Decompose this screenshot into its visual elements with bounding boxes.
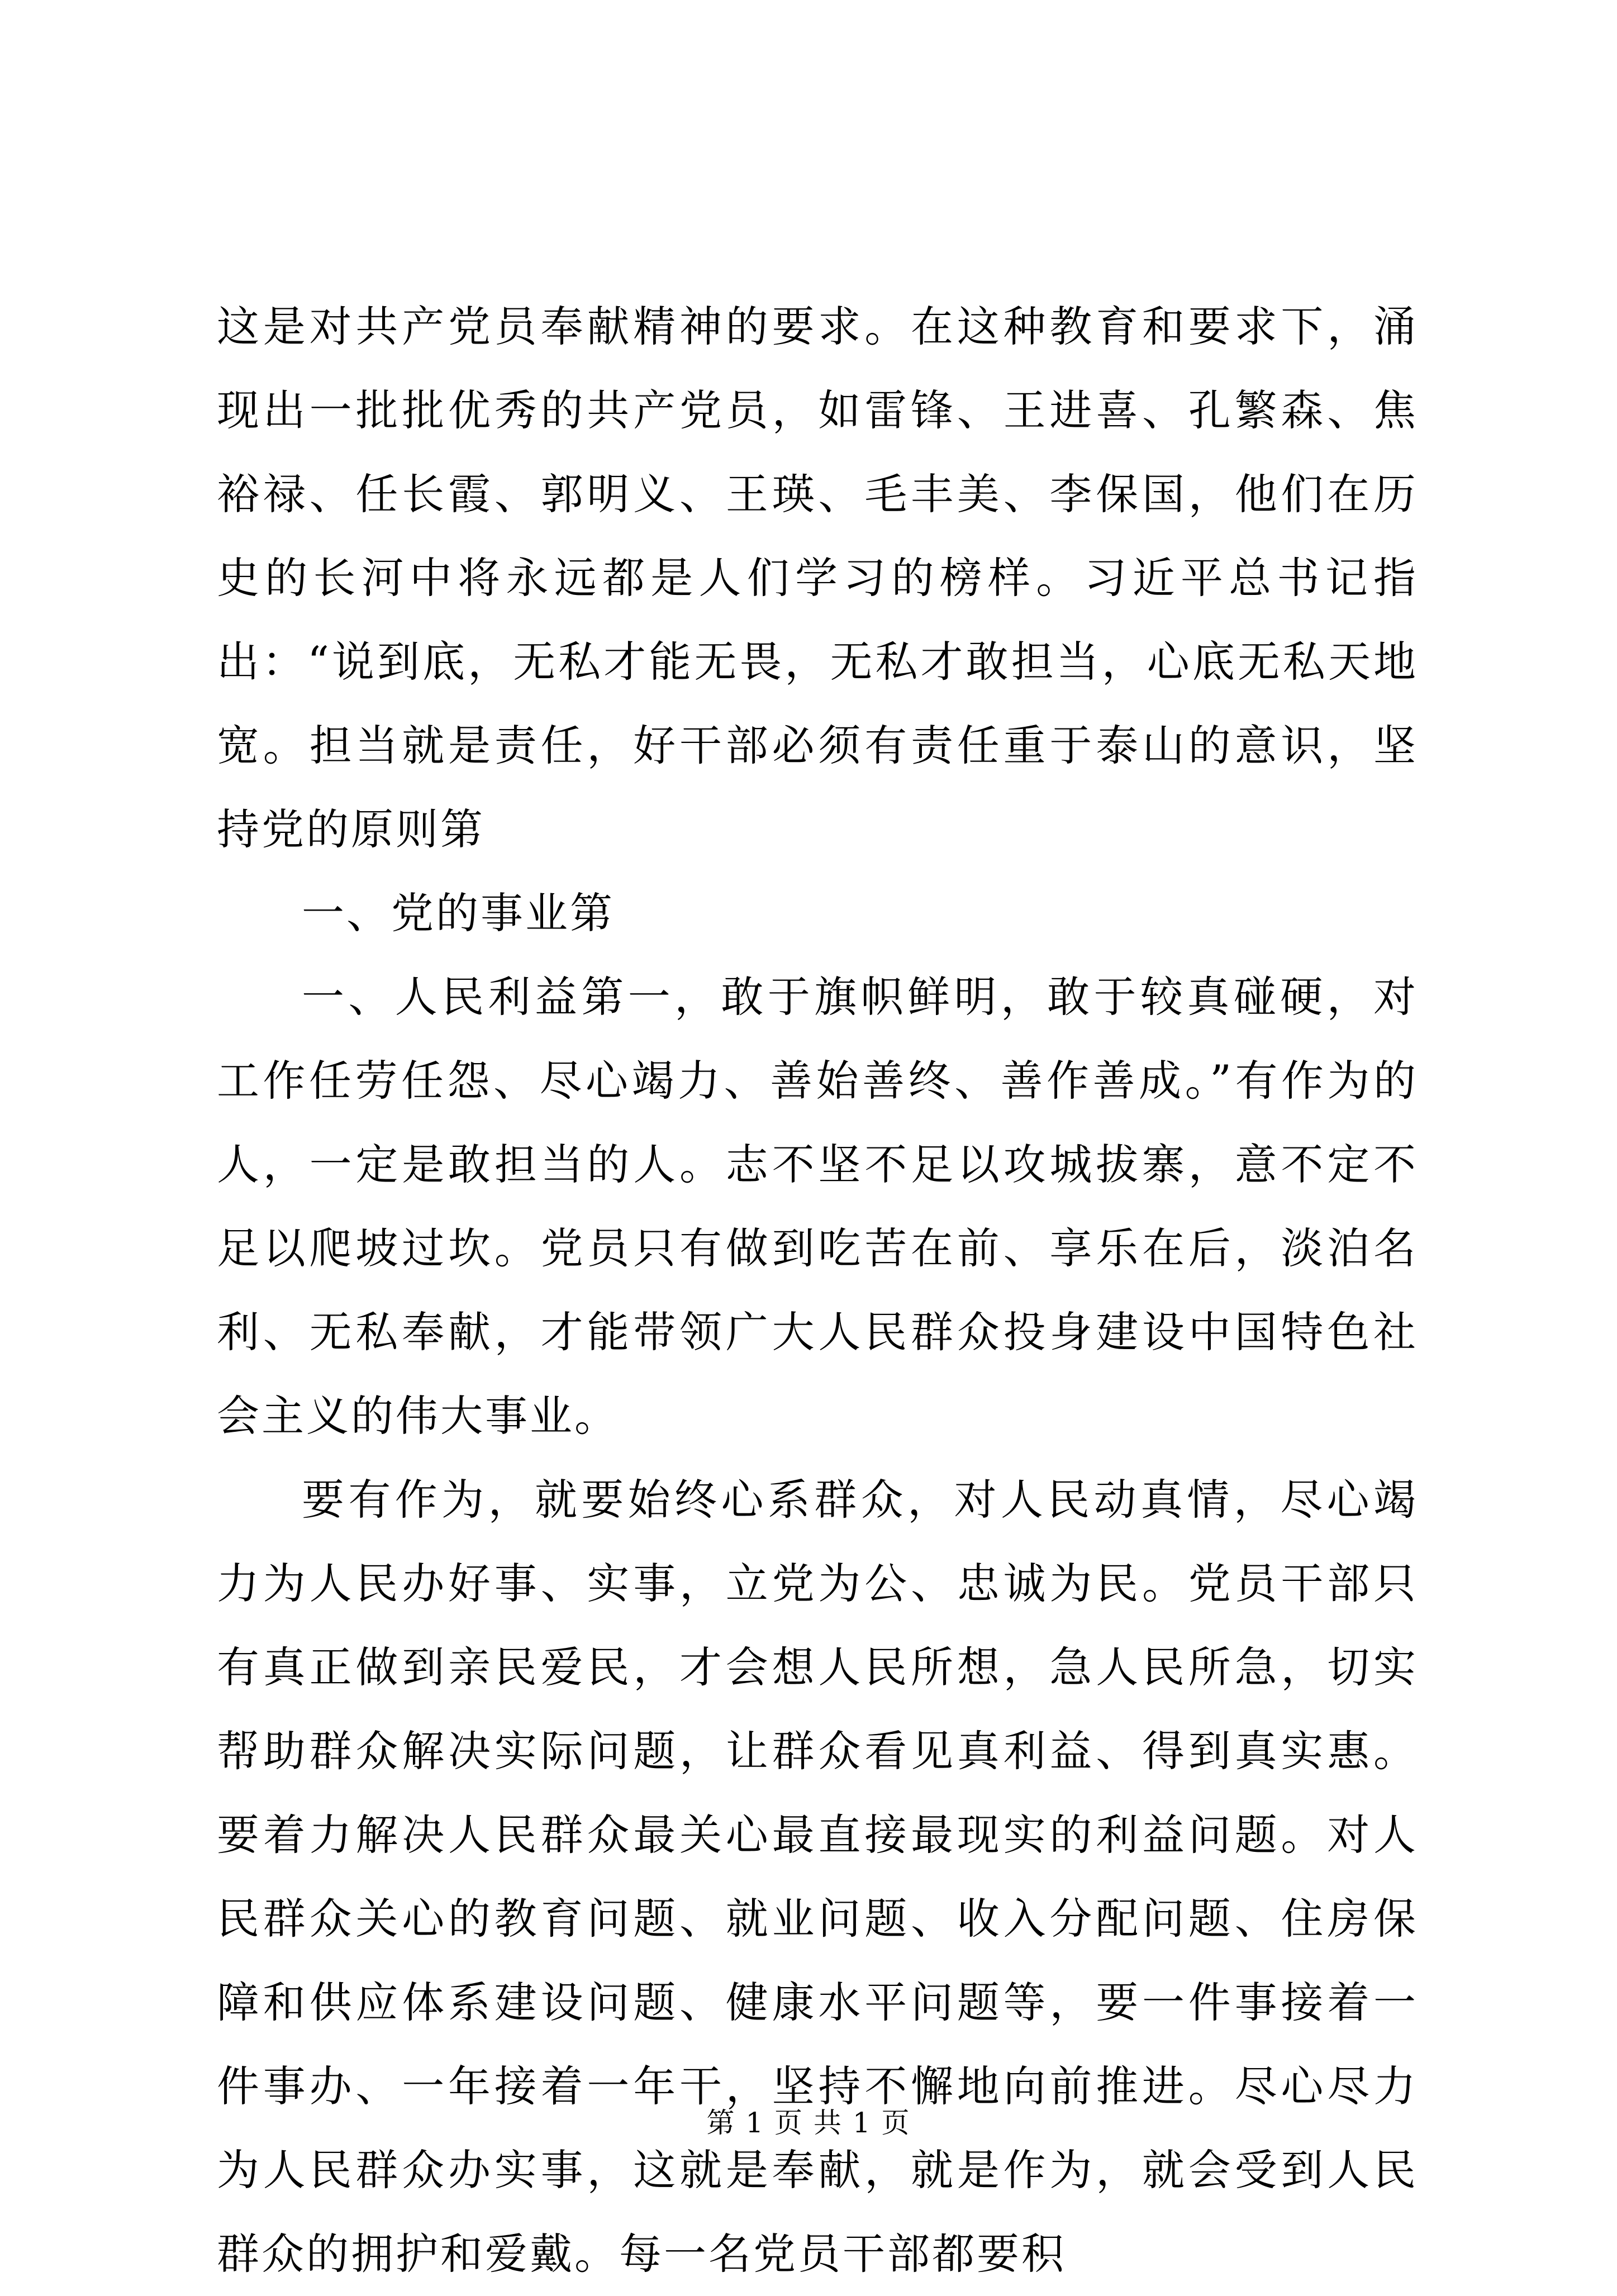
- paragraph-2: 一、党的事业第: [302, 888, 615, 938]
- paragraph-1: 这是对共产党员奉献精神的要求。在这种教育和要求下，涌现出一批批优秀的共产党员，如雷锋、王进喜、孔繁森、焦裕禄、任长霞、郭明义、王瑛、毛丰美、李保国，他们在历史的长河中将永远都是人们学习的榜样。习近平总书记指出：“说到底，无私才能无畏，无私才敢担当，心底无私天地宽。担当就是责任，好干部必须有责任重于泰山的意识，坚持党的原则第: [217, 302, 1418, 854]
- page-footer: 第 1 页 共 1 页: [706, 2107, 911, 2139]
- paragraph-4: 要有作为，就要始终心系群众，对人民动真情，尽心竭力为人民办好事、实事，立党为公、忠诚为民。党员干部只有真正做到亲民爱民，才会想人民所想，急人民所急，切实帮助群众解决实际问题，让群众看见真利益、得到真实惠。要着力解决人民群众最关心最直接最现实的利益问题。对人民群众关心的教育问题、就业问题、收入分配问题、住房保障和供应体系建设问题、健康水平问题等，要一件事接着一件事办、一年接着一年干，坚持不懈地向前推进。尽心尽力为人民群众办实事，这就是奉献，就是作为，就会受到人民群众的拥护和爱戴。每一名党员干部都要积: [217, 1475, 1418, 2279]
- document-body: [217, 285, 1418, 2296]
- paragraph-3: 一、人民利益第一，敢于旗帜鲜明，敢于较真碰硬，对工作任劳任怨、尽心竭力、善始善终、善作善成。”有作为的人，一定是敢担当的人。志不坚不足以攻城拔寨，意不定不足以爬坡过坎。党员只有做到吃苦在前、享乐在后，淡泊名利、无私奉献，才能带领广大人民群众投身建设中国特色社会主义的伟大事业。: [217, 972, 1418, 1441]
